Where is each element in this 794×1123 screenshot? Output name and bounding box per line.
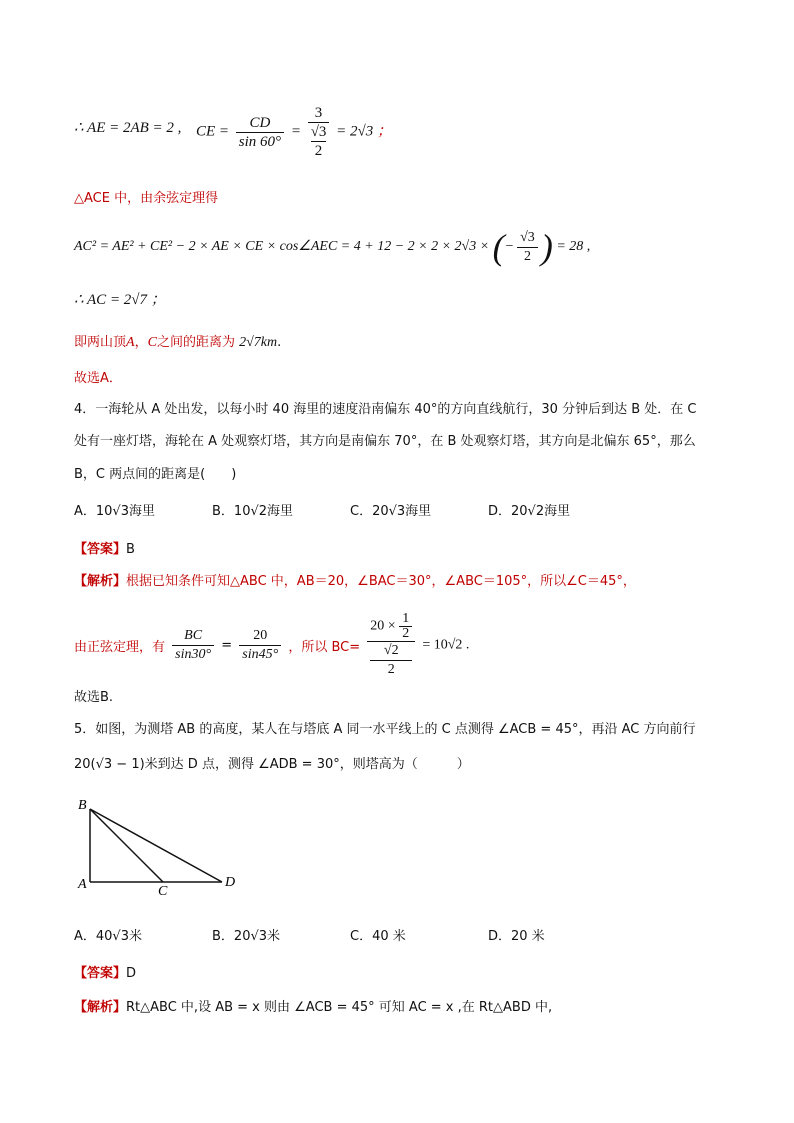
frac-num: 1 (399, 612, 412, 627)
q5-option-b: B．20√3米 (212, 929, 281, 944)
point-a: A (126, 335, 135, 350)
q5-option-a: A．40√3米 (74, 929, 142, 944)
frac-num: √3 (517, 229, 538, 248)
frac-den: sin 60° (238, 133, 282, 150)
answer-label: 【答案】 (74, 542, 127, 557)
cos-rhs: = 28 , (556, 239, 591, 254)
period: . (277, 335, 282, 350)
tower-figure (70, 795, 250, 900)
three-over-frac (308, 104, 330, 160)
equals: = (221, 638, 233, 653)
q4-option-c: C．20√3海里 (350, 504, 432, 519)
sqrt2: √2 (370, 642, 412, 661)
q4-line3: B，C 两点间的距离是( ) (74, 467, 237, 482)
answer-label: 【答案】 (74, 966, 127, 981)
frac-den: sin45° (242, 647, 279, 662)
frac-num: CD (236, 114, 284, 133)
segment-bd (90, 809, 222, 882)
ac-result: ∴ AC = 2√7 ； (74, 292, 166, 308)
complex-den (367, 642, 415, 679)
solution-5 (74, 996, 552, 1015)
solution-label: 【解析】 (74, 1000, 127, 1015)
choose-a: 故选A． (74, 371, 122, 386)
semicolon: ； (377, 123, 393, 140)
solution-label: 【解析】 (74, 574, 127, 589)
answer-5 (74, 962, 136, 981)
frac-num: 3 (308, 104, 330, 123)
two: 2 (314, 143, 323, 159)
ae-line (74, 118, 181, 137)
two: 2 (387, 662, 395, 677)
ce-result: = 2√3 (336, 123, 374, 140)
frac-num: BC (172, 627, 214, 646)
solution-text: Rt△ABC 中,设 AB = x 则由 ∠ACB = 45° 可知 AC = x ,在 Rt△ABD 中, (126, 1000, 553, 1015)
ace-heading: △ACE 中，由余弦定理得 (74, 191, 219, 206)
q4-option-a: A．10√3海里 (74, 504, 155, 519)
distance-value: 2√7km (239, 335, 278, 350)
cd-over-sin60 (236, 114, 284, 151)
complex-num (367, 612, 415, 642)
law-text: 由正弦定理，有 (74, 640, 166, 655)
ce-equation (196, 104, 392, 160)
q4-option-b: B．10√2海里 (212, 504, 294, 519)
comma: ， (134, 335, 148, 350)
frac-den: sin30° (175, 647, 212, 662)
20-over-sin45 (239, 627, 281, 664)
twenty-times: 20 × (370, 618, 396, 634)
one-half (399, 612, 412, 641)
frac-den: 2 (402, 626, 410, 641)
frac-num: 20 (239, 627, 281, 646)
distance-line (74, 331, 281, 351)
equals: = (290, 123, 301, 140)
so-text: ，所以 BC= (288, 640, 361, 655)
q4-line1: 4．一海轮从 A 处出发，以每小时 40 海里的速度沿南偏东 40°的方向直线航行，30 分钟后到达 B 处．在 C (74, 402, 697, 417)
solution-text: 根据已知条件可知△ABC 中，AB＝20，∠BAC＝30°，∠ABC＝105°，所以∠C＝45°， (126, 574, 636, 589)
segment-bc (90, 809, 163, 882)
choose-b: 故选B. (74, 690, 114, 705)
q5-line2: 20(√3 − 1)米到达 D 点，测得 ∠ADB = 30°，则塔高为（ ） (74, 757, 470, 772)
frac-den (308, 123, 330, 160)
paren-open: ( (492, 227, 505, 267)
therefore-symbol: ∴ (74, 120, 84, 136)
frac-den: 2 (523, 248, 531, 264)
sqrt3-over-2 (517, 229, 538, 266)
point-c: C (147, 335, 157, 350)
answer-4 (74, 538, 135, 557)
solution-4 (74, 570, 636, 589)
dist-text-b: 之间的距离为 (156, 335, 235, 350)
q5-line1: 5．如图，为测塔 AB 的高度，某人在与塔底 A 同一水平线上的 C 点测得 ∠ACB = 45°，再沿 AC 方向前行 (74, 722, 696, 737)
q5-option-c: C．40 米 (350, 929, 406, 944)
paren-close: ) (540, 227, 553, 267)
label-d: D (225, 875, 236, 890)
answer-value: B (126, 542, 135, 557)
minus: − (504, 239, 515, 254)
q4-option-d: D．20√2海里 (488, 504, 571, 519)
label-a: A (78, 877, 87, 892)
label-b: B (78, 798, 87, 813)
bc-complex-fraction (367, 612, 415, 679)
cos-lhs: AC² = AE² + CE² − 2 × AE × CE × cos∠AEC = 4 + 12 − 2 × 2 × 2√3 × (74, 239, 490, 255)
cosine-equation (74, 226, 590, 268)
q4-line2: 处有一座灯塔，海轮在 A 处观察灯塔，其方向是南偏东 70°，在 B 处观察灯塔，其方向是北偏东 65°，那么 (74, 434, 696, 449)
label-c: C (158, 884, 168, 899)
q5-option-d: D．20 米 (488, 929, 545, 944)
bc-result: = 10√2 . (422, 637, 470, 653)
dist-text-a: 即两山顶 (74, 335, 127, 350)
answer-value: D (126, 966, 137, 981)
ae-equation: AE = 2AB = 2 , (87, 120, 182, 136)
bc-over-sin30 (172, 627, 214, 664)
ce-lhs: CE = (196, 123, 230, 140)
sine-law-line (74, 612, 469, 679)
sqrt3: √3 (310, 124, 327, 140)
